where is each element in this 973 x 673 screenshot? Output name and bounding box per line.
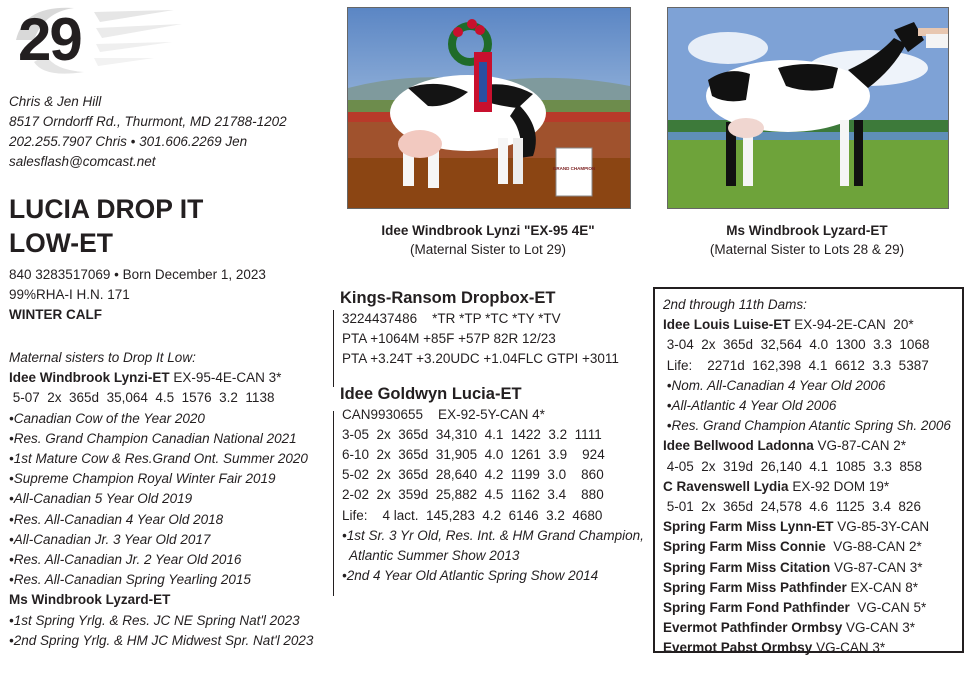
dam-entry-class: EX-CAN 8*	[846, 579, 919, 595]
photo-lynzi-caption	[347, 221, 629, 259]
dam-entry-class: VG-CAN 3*	[842, 620, 916, 636]
dam2-lifetime-record: Life: 2271d 162,398 4.1 6612 3.3 5387	[663, 357, 929, 373]
dam-entry-class: VG-CAN 3*	[812, 640, 886, 656]
class-label: WINTER CALF	[9, 307, 102, 322]
dam-bracket-line	[333, 411, 334, 596]
lot-details	[9, 265, 266, 325]
sister1-record: 5-07 2x 365d 35,064 4.5 1576 3.2 1138	[9, 390, 275, 406]
maternal-heading: Maternal sisters to Drop It Low:	[9, 350, 196, 365]
consignor-name: Chris & Jen Hill	[9, 94, 102, 109]
dam-entry-name: Spring Farm Miss Connie	[663, 539, 826, 555]
lot-number: 29	[18, 6, 81, 73]
sister1-honor: •Res. All-Canadian 4 Year Old 2018	[9, 511, 224, 527]
lot-title-line1: LUCIA DROP IT	[9, 194, 204, 224]
dam3-record: 4-05 2x 319d 26,140 4.1 1085 3.3 858	[663, 458, 922, 474]
registration-line: 840 3283517069 • Born December 1, 2023	[9, 267, 266, 282]
dam-entry-class: VG-85-3Y-CAN	[833, 519, 930, 535]
photo-lynzi-caption-sub: (Maternal Sister to Lot 29)	[409, 242, 567, 257]
dam2-honor: •Nom. All-Canadian 4 Year Old 2006	[663, 377, 886, 393]
sister2-name: Ms Windbrook Lyzard-ET	[9, 592, 171, 608]
dams-heading: 2nd through 11th Dams:	[663, 297, 807, 312]
dam-honor: Atlantic Summer Show 2013	[342, 548, 520, 564]
photo-lyzard-caption-sub: (Maternal Sister to Lots 28 & 29)	[709, 242, 905, 257]
lot-title-line2: LOW-ET	[9, 228, 113, 258]
photo-lynzi-image	[348, 8, 630, 208]
sign-grand-champion: GRAND CHAMPION	[552, 166, 596, 171]
dam-entry-name: Evermot Pabst Ormbsy	[663, 640, 813, 656]
consignor-email: salesflash@comcast.net	[9, 154, 156, 169]
dam-record: 5-02 2x 365d 28,640 4.2 1199 3.0 860	[342, 467, 604, 483]
dam-record: 6-10 2x 365d 31,905 4.0 1261 3.9 924	[342, 447, 605, 463]
dam-record: 3-05 2x 365d 34,310 4.1 1422 3.2 1111	[342, 426, 602, 442]
dam2-honor: •Res. Grand Champion Atantic Spring Sh. 2006	[663, 418, 951, 434]
dam-lifetime-record: Life: 4 lact. 145,283 4.2 6146 3.2 4680	[342, 507, 603, 523]
dam-entry	[663, 618, 962, 638]
dam-entry	[663, 517, 962, 537]
sire-line: PTA +3.24T +3.20UDC +1.04FLC GTPI +3011	[342, 351, 619, 367]
dam2-name: Idee Louis Luise-ET	[663, 317, 791, 333]
dam-entry-class: VG-88-CAN 2*	[825, 539, 922, 555]
dam4-header	[663, 477, 962, 497]
dam3-header	[663, 436, 962, 456]
extended-dams-box	[653, 287, 964, 656]
sister2-honor: •1st Spring Yrlg. & Res. JC NE Spring Nat'l 2023	[9, 612, 300, 628]
dam-entry-name: Spring Farm Miss Lynn-ET	[663, 519, 834, 535]
consignor-address: 8517 Orndorff Rd., Thurmont, MD 21788-1202	[9, 114, 287, 129]
photo-lyzard-caption-title: Ms Windbrook Lyzard-ET	[726, 223, 888, 238]
dam-entry	[663, 598, 962, 618]
dam-entry	[663, 578, 962, 598]
dam-entry	[663, 537, 962, 557]
dam-entry	[663, 558, 962, 578]
sister1-honor: •Canadian Cow of the Year 2020	[9, 410, 205, 426]
photo-lyzard	[667, 7, 949, 209]
maternal-sisters-section	[9, 348, 313, 651]
sister1-name: Idee Windbrook Lynzi-ET	[9, 370, 170, 386]
lot-title	[9, 192, 203, 260]
dam3-name: Idee Bellwood Ladonna	[663, 438, 814, 454]
sister1-header	[9, 368, 313, 388]
pedigree-section	[333, 287, 643, 586]
dam3-class: VG-87-CAN 2*	[813, 438, 907, 454]
dam4-name: C Ravenswell Lydia	[663, 478, 789, 494]
dam4-record: 5-01 2x 365d 24,578 4.6 1125 3.4 826	[663, 499, 921, 515]
sister1-honor: •1st Mature Cow & Res.Grand Ont. Summer 2020	[9, 451, 308, 467]
consignor-phone: 202.255.7907 Chris • 301.606.2269 Jen	[9, 134, 248, 149]
dam2-header	[663, 315, 962, 335]
photo-lyzard-image	[668, 8, 948, 208]
rha-line: 99%RHA-I H.N. 171	[9, 287, 130, 302]
dam2-honor: •All-Atlantic 4 Year Old 2006	[663, 398, 837, 414]
photo-lyzard-caption	[667, 221, 947, 259]
sister1-honor: •All-Canadian Jr. 3 Year Old 2017	[9, 531, 211, 547]
dam2-class: EX-94-2E-CAN 20*	[790, 317, 914, 333]
sire-bracket-line	[333, 310, 334, 387]
photo-lynzi	[347, 7, 631, 209]
sister1-honor: •Res. Grand Champion Canadian National 2021	[9, 430, 297, 446]
sister2-honor: •2nd Spring Yrlg. & HM JC Midwest Spr. Nat'l 2023	[9, 632, 314, 648]
sister1-honor: •Res. All-Canadian Spring Yearling 2015	[9, 572, 251, 588]
sister1-class: EX-95-4E-CAN 3*	[169, 370, 282, 386]
dam-name: Idee Goldwyn Lucia-ET	[340, 384, 522, 403]
dam4-class: EX-92 DOM 19*	[788, 478, 890, 494]
dam-entry-class: VG-CAN 5*	[849, 600, 927, 616]
sire-name: Kings-Ransom Dropbox-ET	[340, 289, 556, 307]
photo-lynzi-caption-title: Idee Windbrook Lynzi "EX-95 4E"	[381, 223, 595, 238]
sister1-honor: •Supreme Champion Royal Winter Fair 2019	[9, 471, 276, 487]
consignor-info	[9, 92, 287, 172]
dam-entry-name: Spring Farm Fond Pathfinder	[663, 600, 850, 616]
dam-entry-name: Spring Farm Miss Citation	[663, 559, 831, 575]
dam-entry-name: Evermot Pathfinder Ormbsy	[663, 620, 843, 636]
dam-honor: •1st Sr. 3 Yr Old, Res. Int. & HM Grand Champion,	[342, 527, 644, 543]
dam2-record: 3-04 2x 365d 32,564 4.0 1300 3.3 1068	[663, 337, 930, 353]
sire-line: 3224437486 *TR *TP *TC *TY *TV	[342, 311, 561, 326]
dam-entry-name: Spring Farm Miss Pathfinder	[663, 579, 847, 595]
dam-honor: •2nd 4 Year Old Atlantic Spring Show 2014	[342, 568, 599, 584]
dam-entry	[663, 638, 962, 658]
sister1-honor: •All-Canadian 5 Year Old 2019	[9, 491, 193, 507]
dam-entry-class: VG-87-CAN 3*	[830, 559, 923, 575]
dam-registration: CAN9930655 EX-92-5Y-CAN 4*	[342, 406, 545, 422]
dam-record: 2-02 2x 359d 25,882 4.5 1162 3.4 880	[342, 487, 604, 503]
sire-line: PTA +1064M +85F +57P 82R 12/23	[342, 331, 556, 347]
sister1-honor: •Res. All-Canadian Jr. 2 Year Old 2016	[9, 552, 242, 568]
